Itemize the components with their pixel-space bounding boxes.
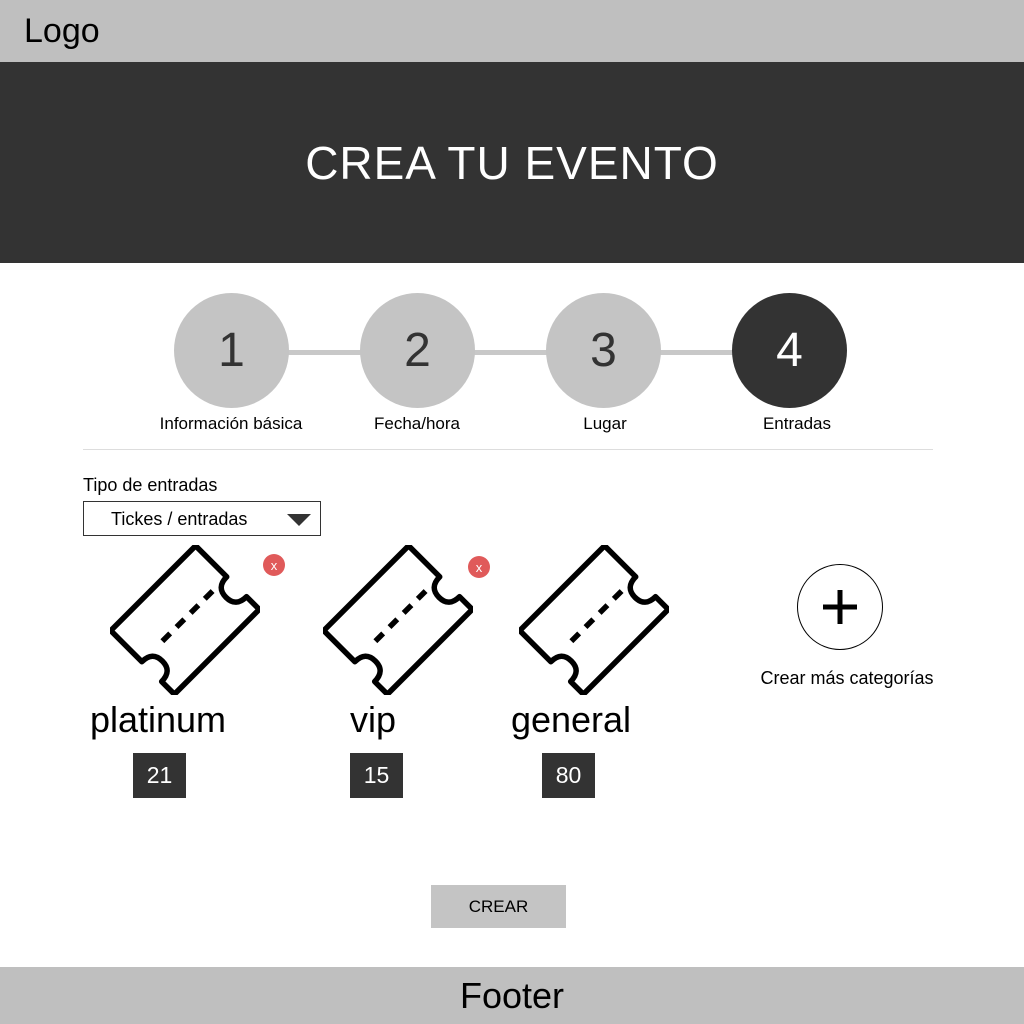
footer-bar xyxy=(0,967,1024,1024)
ticket-icon xyxy=(323,545,473,695)
ticket-type-select[interactable] xyxy=(83,501,321,536)
stepper-connector xyxy=(660,350,733,355)
remove-category-button[interactable]: x xyxy=(468,556,490,578)
logo[interactable]: Logo xyxy=(24,12,100,50)
step-1-label: Información básica xyxy=(159,414,303,433)
footer-text: Footer xyxy=(459,974,565,1016)
create-button[interactable]: CREAR xyxy=(431,885,566,928)
step-2-circle[interactable]: 2 xyxy=(360,293,475,408)
add-category-button[interactable] xyxy=(797,564,883,650)
plus-icon xyxy=(798,565,882,649)
ticket-type-value: Tickes / entradas xyxy=(111,509,248,529)
ticket-type-label: Tipo de entradas xyxy=(83,475,218,495)
add-category-label: Crear más categorías xyxy=(760,668,934,688)
step-2-label: Fecha/hora xyxy=(374,414,460,433)
stepper-connector xyxy=(474,350,547,355)
step-4-label: Entradas xyxy=(762,414,832,433)
hero-banner xyxy=(0,62,1024,263)
step-4-circle[interactable]: 4 xyxy=(732,293,847,408)
dropdown-arrow-icon xyxy=(287,514,311,526)
ticket-icon xyxy=(519,545,669,695)
section-divider xyxy=(83,449,933,450)
category-name: vip xyxy=(349,699,397,740)
step-3-label: Lugar xyxy=(583,414,627,433)
category-name: general xyxy=(510,699,632,740)
remove-category-button[interactable]: x xyxy=(263,554,285,576)
step-3-circle[interactable]: 3 xyxy=(546,293,661,408)
category-quantity[interactable]: 80 xyxy=(542,753,595,798)
category-quantity[interactable]: 21 xyxy=(133,753,186,798)
category-quantity[interactable]: 15 xyxy=(350,753,403,798)
category-name: platinum xyxy=(89,699,227,740)
step-1-circle[interactable]: 1 xyxy=(174,293,289,408)
page-title: CREA TU EVENTO xyxy=(305,136,719,189)
ticket-icon xyxy=(110,545,260,695)
header-bar xyxy=(0,0,1024,62)
stepper-connector xyxy=(288,350,361,355)
